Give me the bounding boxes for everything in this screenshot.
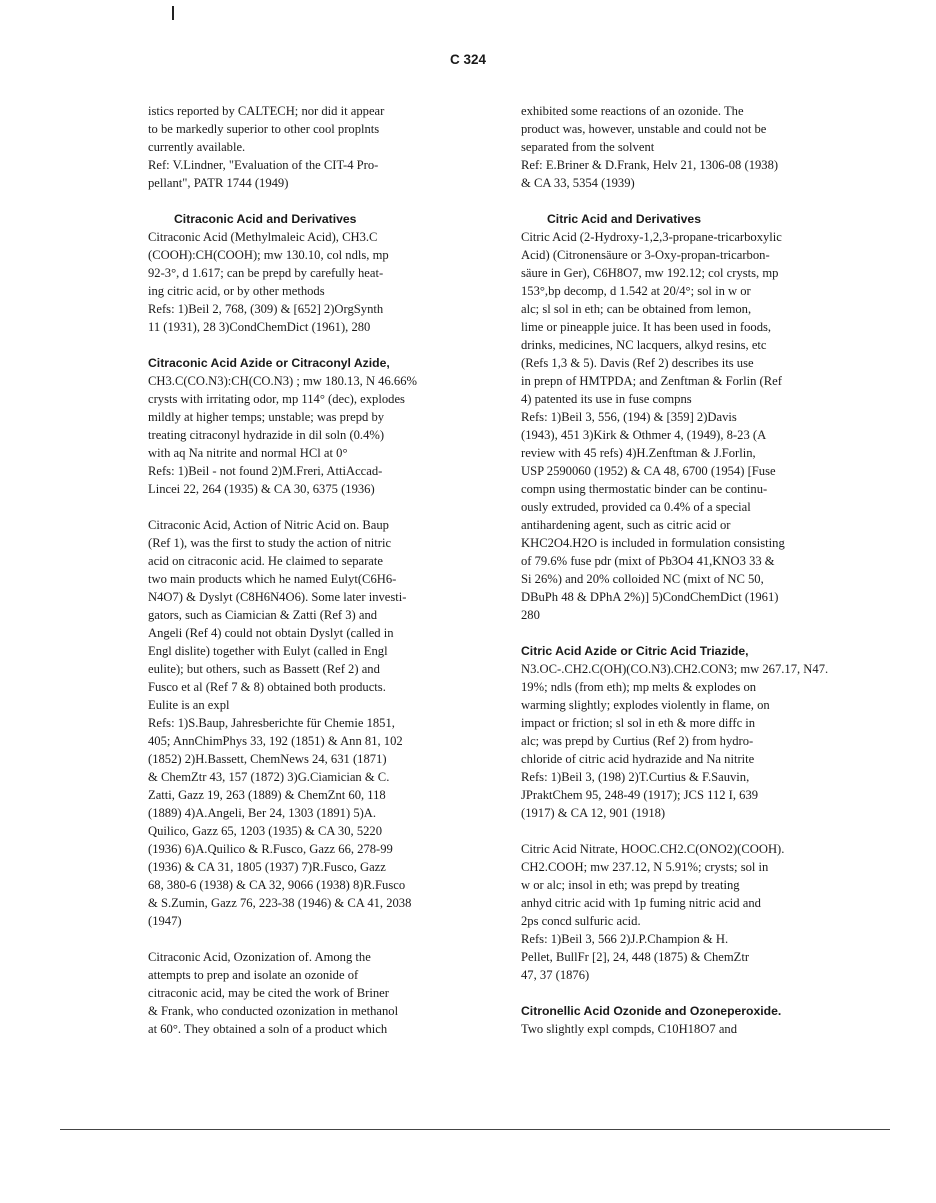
entry-citric-nitrate [521, 840, 863, 984]
text-line: of 79.6% fuse pdr (mixt of Pb3O4 41,KNO3 33 & [521, 554, 775, 568]
text-line: (1917) & CA 12, 901 (1918) [521, 806, 666, 820]
text-line: ously extruded, provided ca 0.4% of a special [521, 500, 751, 514]
left-column [148, 102, 490, 1038]
text-line: Acid) (Citronensäure or 3-Oxy-propan-tricarbon- [521, 248, 770, 262]
text-line: (1943), 451 3)Kirk & Othmer 4, (1949), 8-23 (A [521, 428, 767, 442]
text-line: mildly at higher temps; unstable; was prepd by [148, 410, 385, 424]
text-line: citraconic acid, may be cited the work of Briner [148, 986, 389, 1000]
entry-citraconic-acid [148, 210, 490, 336]
footer-rule [60, 1129, 890, 1130]
text-line: impact or friction; sl sol in eth & more diffc in [521, 716, 756, 730]
text-line: (1947) [148, 914, 182, 928]
text-line: 92-3°, d 1.617; can be prepd by carefully heat- [148, 266, 384, 280]
text-line: lime or pineapple juice. It has been used in foods, [521, 320, 772, 334]
text-line: CH2.COOH; mw 237.12, N 5.91%; crysts; sol in [521, 860, 769, 874]
text-line: attempts to prep and isolate an ozonide of [148, 968, 359, 982]
text-line: & S.Zumin, Gazz 76, 223-38 (1946) & CA 41, 2038 [148, 896, 412, 910]
right-column [521, 102, 863, 1038]
text-line: KHC2O4.H2O is included in formulation consisting [521, 536, 785, 550]
text-line: anhyd citric acid with 1p fuming nitric acid and [521, 896, 761, 910]
text-line: & Frank, who conducted ozonization in methanol [148, 1004, 399, 1018]
text-line: antihardening agent, such as citric acid or [521, 518, 731, 532]
text-line: 11 (1931), 28 3)CondChemDict (1961), 280 [148, 320, 371, 334]
text-line: Angeli (Ref 4) could not obtain Dyslyt (called in [148, 626, 394, 640]
text-line: eulite); but others, such as Bassett (Ref 2) and [148, 662, 380, 676]
text-line: N4O7) & Dyslyt (C8H6N4O6). Some later investi- [148, 590, 407, 604]
text-line: JPraktChem 95, 248-49 (1917); JCS 112 I, 639 [521, 788, 759, 802]
text-line: Lincei 22, 264 (1935) & CA 30, 6375 (1936) [148, 482, 375, 496]
text-line: säure in Ger), C6H8O7, mw 192.12; col crysts, mp [521, 266, 779, 280]
text-line: (Refs 1,3 & 5). Davis (Ref 2) describes its use [521, 356, 754, 370]
text-line: two main products which he named Eulyt(C6H6- [148, 572, 397, 586]
text-line: alc; was prepd by Curtius (Ref 2) from hydro- [521, 734, 754, 748]
text-line: to be markedly superior to other cool proplnts [148, 122, 380, 136]
entry-heading: Citronellic Acid Ozonide and Ozoneperoxide. [521, 1004, 782, 1018]
text-line: treating citraconyl hydrazide in dil soln (0.4%) [148, 428, 385, 442]
text-line: acid on citraconic acid. He claimed to separate [148, 554, 383, 568]
continued-text-top [521, 102, 863, 192]
text-line: ing citric acid, or by other methods [148, 284, 325, 298]
page-number: C 324 [449, 52, 487, 67]
text-line: Ref: E.Briner & D.Frank, Helv 21, 1306-08 (1938) [521, 158, 779, 172]
text-line: DBuPh 48 & DPhA 2%)] 5)CondChemDict (1961) [521, 590, 779, 604]
text-line: pellant", PATR 1744 (1949) [148, 176, 289, 190]
entry-ozonization [148, 948, 490, 1038]
entry-citraconic-azide [148, 354, 490, 498]
text-line: at 60°. They obtained a soln of a product which [148, 1022, 388, 1036]
text-line: 4) patented its use in fuse compns [521, 392, 692, 406]
text-line: Engl dislite) together with Eulyt (called in Engl [148, 644, 388, 658]
text-line: review with 45 refs) 4)H.Zenftman & J.Forlin, [521, 446, 756, 460]
text-line: CH3.C(CO.N3):CH(CO.N3) ; mw 180.13, N 46.66% [148, 374, 418, 388]
text-line: compn using thermostatic binder can be continu- [521, 482, 768, 496]
text-line: N3.OC-.CH2.C(OH)(CO.N3).CH2.CON3; mw 267.17, N47. [521, 662, 829, 676]
entry-citronellic-acid [521, 1002, 863, 1038]
text-line: Fusco et al (Ref 7 & 8) obtained both products. [148, 680, 386, 694]
text-line: w or alc; insol in eth; was prepd by treating [521, 878, 740, 892]
text-line: Refs: 1)Beil 3, 556, (194) & [359] 2)Davis [521, 410, 737, 424]
text-line: Citraconic Acid (Methylmaleic Acid), CH3.C [148, 230, 378, 244]
text-line: Refs: 1)Beil 2, 768, (309) & [652] 2)OrgSynth [148, 302, 384, 316]
text-line: Citraconic Acid, Ozonization of. Among the [148, 950, 371, 964]
text-line: (1936) 6)A.Quilico & R.Fusco, Gazz 66, 278-99 [148, 842, 393, 856]
text-line: Citric Acid Nitrate, HOOC.CH2.C(ONO2)(COOH). [521, 842, 785, 856]
text-line: product was, however, unstable and could not be [521, 122, 767, 136]
text-line: Quilico, Gazz 65, 1203 (1935) & CA 30, 5220 [148, 824, 383, 838]
text-line: separated from the solvent [521, 140, 655, 154]
section-heading: Citric Acid and Derivatives [547, 212, 701, 226]
text-line: Refs: 1)Beil 3, (198) 2)T.Curtius & F.Sauvin, [521, 770, 750, 784]
text-line: Citraconic Acid, Action of Nitric Acid on. Baup [148, 518, 389, 532]
text-line: Zatti, Gazz 19, 263 (1889) & ChemZnt 60, 118 [148, 788, 386, 802]
text-line: Pellet, BullFr [2], 24, 448 (1875) & ChemZtr [521, 950, 750, 964]
text-line: Refs: 1)S.Baup, Jahresberichte für Chemie 1851, [148, 716, 395, 730]
text-line: & CA 33, 5354 (1939) [521, 176, 635, 190]
text-line: (1852) 2)H.Bassett, ChemNews 24, 631 (1871) [148, 752, 387, 766]
text-line: istics reported by CALTECH; nor did it appear [148, 104, 385, 118]
text-line: Refs: 1)Beil 3, 566 2)J.P.Champion & H. [521, 932, 729, 946]
text-line: Si 26%) and 20% colloided NC (mixt of NC 50, [521, 572, 764, 586]
continued-text-top [148, 102, 490, 192]
text-line: Refs: 1)Beil - not found 2)M.Freri, AttiAccad- [148, 464, 383, 478]
text-line: chloride of citric acid hydrazide and Na nitrite [521, 752, 755, 766]
text-line: currently available. [148, 140, 246, 154]
margin-tick-mark [172, 6, 174, 20]
text-line: Two slightly expl compds, C10H18O7 and [521, 1022, 737, 1036]
text-line: crysts with irritating odor, mp 114° (dec), explodes [148, 392, 405, 406]
entry-heading: Citric Acid Azide or Citric Acid Triazide, [521, 644, 749, 658]
text-line: 405; AnnChimPhys 33, 192 (1851) & Ann 81, 102 [148, 734, 403, 748]
section-heading: Citraconic Acid and Derivatives [174, 212, 357, 226]
text-line: in prepn of HMTPDA; and Zenftman & Forlin (Ref [521, 374, 782, 388]
text-line: with aq Na nitrite and normal HCl at 0° [148, 446, 348, 460]
text-line: & ChemZtr 43, 157 (1872) 3)G.Ciamician & C. [148, 770, 390, 784]
text-line: 153°,bp decomp, d 1.542 at 20/4°; sol in w or [521, 284, 751, 298]
text-line: 19%; ndls (from eth); mp melts & explodes on [521, 680, 757, 694]
text-line: 2ps concd sulfuric acid. [521, 914, 641, 928]
text-line: drinks, medicines, NC lacquers, alkyd resins, etc [521, 338, 767, 352]
text-line: 68, 380-6 (1938) & CA 32, 9066 (1938) 8)R.Fusco [148, 878, 406, 892]
text-line: (COOH):CH(COOH); mw 130.10, col ndls, mp [148, 248, 389, 262]
text-line: Eulite is an expl [148, 698, 230, 712]
text-line: gators, such as Ciamician & Zatti (Ref 3) and [148, 608, 378, 622]
text-line: warming slightly; explodes violently in flame, on [521, 698, 770, 712]
text-line: Ref: V.Lindner, "Evaluation of the CIT-4 Pro- [148, 158, 379, 172]
text-line: alc; sl sol in eth; can be obtained from lemon, [521, 302, 752, 316]
text-line: Citric Acid (2-Hydroxy-1,2,3-propane-tricarboxylic [521, 230, 782, 244]
entry-nitric-acid-action [148, 516, 490, 930]
text-line: 47, 37 (1876) [521, 968, 590, 982]
entry-heading: Citraconic Acid Azide or Citraconyl Azide, [148, 356, 390, 370]
entry-citric-azide [521, 642, 863, 822]
text-line: (1889) 4)A.Angeli, Ber 24, 1303 (1891) 5)A. [148, 806, 377, 820]
text-line: (1936) & CA 31, 1805 (1937) 7)R.Fusco, Gazz [148, 860, 386, 874]
text-line: (Ref 1), was the first to study the action of nitric [148, 536, 392, 550]
text-line: USP 2590060 (1952) & CA 48, 6700 (1954) [Fuse [521, 464, 776, 478]
text-line: exhibited some reactions of an ozonide. The [521, 104, 744, 118]
text-line: 280 [521, 608, 540, 622]
entry-citric-acid [521, 210, 863, 624]
